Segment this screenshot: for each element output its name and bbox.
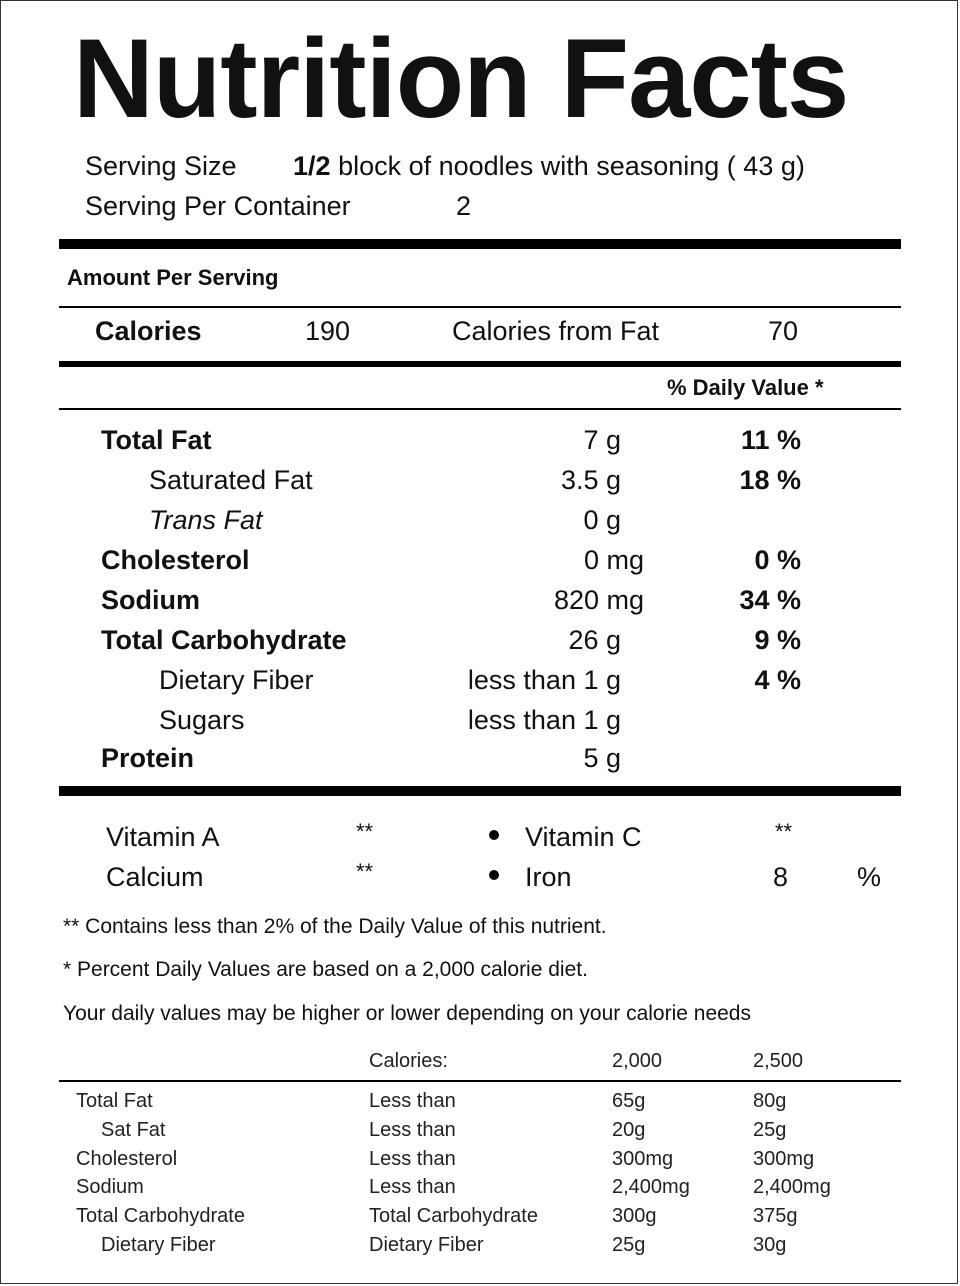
nutrient-name-sugars: Sugars [159, 705, 245, 735]
iron-label: Iron [525, 862, 572, 892]
nutrient-amount-sugars: less than 1 g [467, 705, 621, 735]
dv-row-value-2500: 300mg [753, 1148, 815, 1170]
bullet-icon [489, 870, 499, 880]
nutrient-amount-saturated-fat: 3.5 g [560, 465, 621, 495]
footnote-percent: * Percent Daily Values are based on a 2,000 calorie diet. [63, 958, 588, 981]
dv-row-value-2500: 2,400mg [753, 1176, 831, 1198]
thin-divider [59, 306, 901, 308]
label-title: Nutrition Facts [73, 16, 849, 141]
dv-row-value-2000: 65g [612, 1090, 646, 1112]
nutrient-amount-dietary-fiber: less than 1 g [467, 665, 621, 695]
dv-row-value-2500: 375g [753, 1205, 798, 1227]
nutrient-name-saturated-fat: Saturated Fat [149, 465, 313, 495]
nutrient-dv-total-fat: 11 % [740, 425, 801, 455]
nutrient-name-sodium: Sodium [101, 585, 200, 615]
servings-per-container-label: Serving Per Container [85, 191, 351, 221]
calories-value: 190 [305, 316, 351, 346]
dv-row-nutrient: Cholesterol [76, 1148, 178, 1170]
calories-from-fat-value: 70 [768, 316, 799, 346]
calories-from-fat-label: Calories from Fat [452, 316, 660, 346]
nutrient-name-cholesterol: Cholesterol [101, 545, 250, 575]
dv-row-nutrient: Total Carbohydrate [76, 1205, 245, 1227]
dv-row-value-2500: 25g [753, 1119, 787, 1141]
nutrient-amount-trans-fat: 0 g [583, 505, 621, 535]
vitamin-c-label: Vitamin C [525, 822, 642, 852]
dv-row-nutrient: Sat Fat [101, 1119, 166, 1141]
dv-row-nutrient: Total Fat [76, 1090, 153, 1112]
nutrient-name-total-fat: Total Fat [101, 425, 212, 455]
calories-label: Calories [95, 316, 202, 346]
serving-size-amount: 1/2 [293, 151, 331, 181]
serving-size-value [293, 151, 805, 182]
vitamin-a-label: Vitamin A [106, 822, 220, 852]
thick-divider [59, 786, 901, 796]
dv-row-value-2000: 300g [612, 1205, 657, 1227]
footnote-your-values: Your daily values may be higher or lower depending on your calorie needs [63, 1002, 751, 1025]
nutrient-dv-sodium: 34 % [739, 585, 801, 615]
dv-row-value-2000: 20g [612, 1119, 646, 1141]
dv-row-value-2000: 2,400mg [612, 1176, 690, 1198]
nutrient-amount-protein: 5 g [583, 743, 621, 773]
iron-value: 8 [773, 862, 789, 892]
dv-row-value-2000: 25g [612, 1234, 646, 1256]
dv-table-col-2000: 2,000 [612, 1050, 663, 1072]
nutrient-amount-sodium: 820 mg [553, 585, 644, 615]
serving-size-label: Serving Size [85, 151, 237, 181]
footnote-less-than: ** Contains less than 2% of the Daily Value of this nutrient. [63, 915, 607, 938]
nutrient-amount-total-carbohydrate: 26 g [568, 625, 621, 655]
dv-row-qualifier: Less than [369, 1148, 456, 1170]
dv-table-col-2500: 2,500 [753, 1050, 804, 1072]
nutrient-name-protein: Protein [101, 743, 195, 773]
nutrient-name-total-carbohydrate: Total Carbohydrate [101, 625, 347, 655]
nutrient-name-dietary-fiber: Dietary Fiber [159, 665, 314, 695]
thick-divider [59, 239, 901, 249]
thin-divider [59, 408, 901, 410]
bullet-icon [489, 830, 499, 840]
dv-table-calories-label: Calories: [369, 1050, 448, 1072]
dv-row-value-2500: 80g [753, 1090, 787, 1112]
nutrient-dv-dietary-fiber: 4 % [754, 665, 801, 695]
dv-row-qualifier: Dietary Fiber [369, 1234, 484, 1256]
daily-value-header: % Daily Value * [667, 375, 824, 400]
dv-row-qualifier: Less than [369, 1119, 456, 1141]
dv-row-value-2500: 30g [753, 1234, 787, 1256]
nutrient-amount-cholesterol: 0 mg [583, 545, 644, 575]
dv-row-qualifier: Less than [369, 1090, 456, 1112]
dv-row-value-2000: 300mg [612, 1148, 674, 1170]
dv-row-qualifier: Less than [369, 1176, 456, 1198]
calcium-label: Calcium [106, 862, 204, 892]
nutrient-amount-total-fat: 7 g [583, 425, 621, 455]
vitamin-c-value: ** [775, 819, 793, 844]
dv-row-qualifier: Total Carbohydrate [369, 1205, 538, 1227]
dv-row-nutrient: Dietary Fiber [101, 1234, 216, 1256]
nutrient-dv-total-carbohydrate: 9 % [754, 625, 801, 655]
calcium-value: ** [356, 859, 374, 884]
serving-size-desc: block of noodles with seasoning ( 43 g) [338, 151, 805, 181]
amount-per-serving: Amount Per Serving [67, 265, 279, 290]
nutrient-dv-saturated-fat: 18 % [739, 465, 801, 495]
servings-per-container-value: 2 [456, 191, 472, 221]
medium-divider [59, 361, 901, 367]
iron-unit: % [857, 862, 882, 892]
dv-row-nutrient: Sodium [76, 1176, 144, 1198]
nutrient-dv-cholesterol: 0 % [754, 545, 801, 575]
nutrient-name-trans-fat: Trans Fat [149, 505, 263, 535]
thin-divider [59, 1080, 901, 1082]
vitamin-a-value: ** [356, 819, 374, 844]
